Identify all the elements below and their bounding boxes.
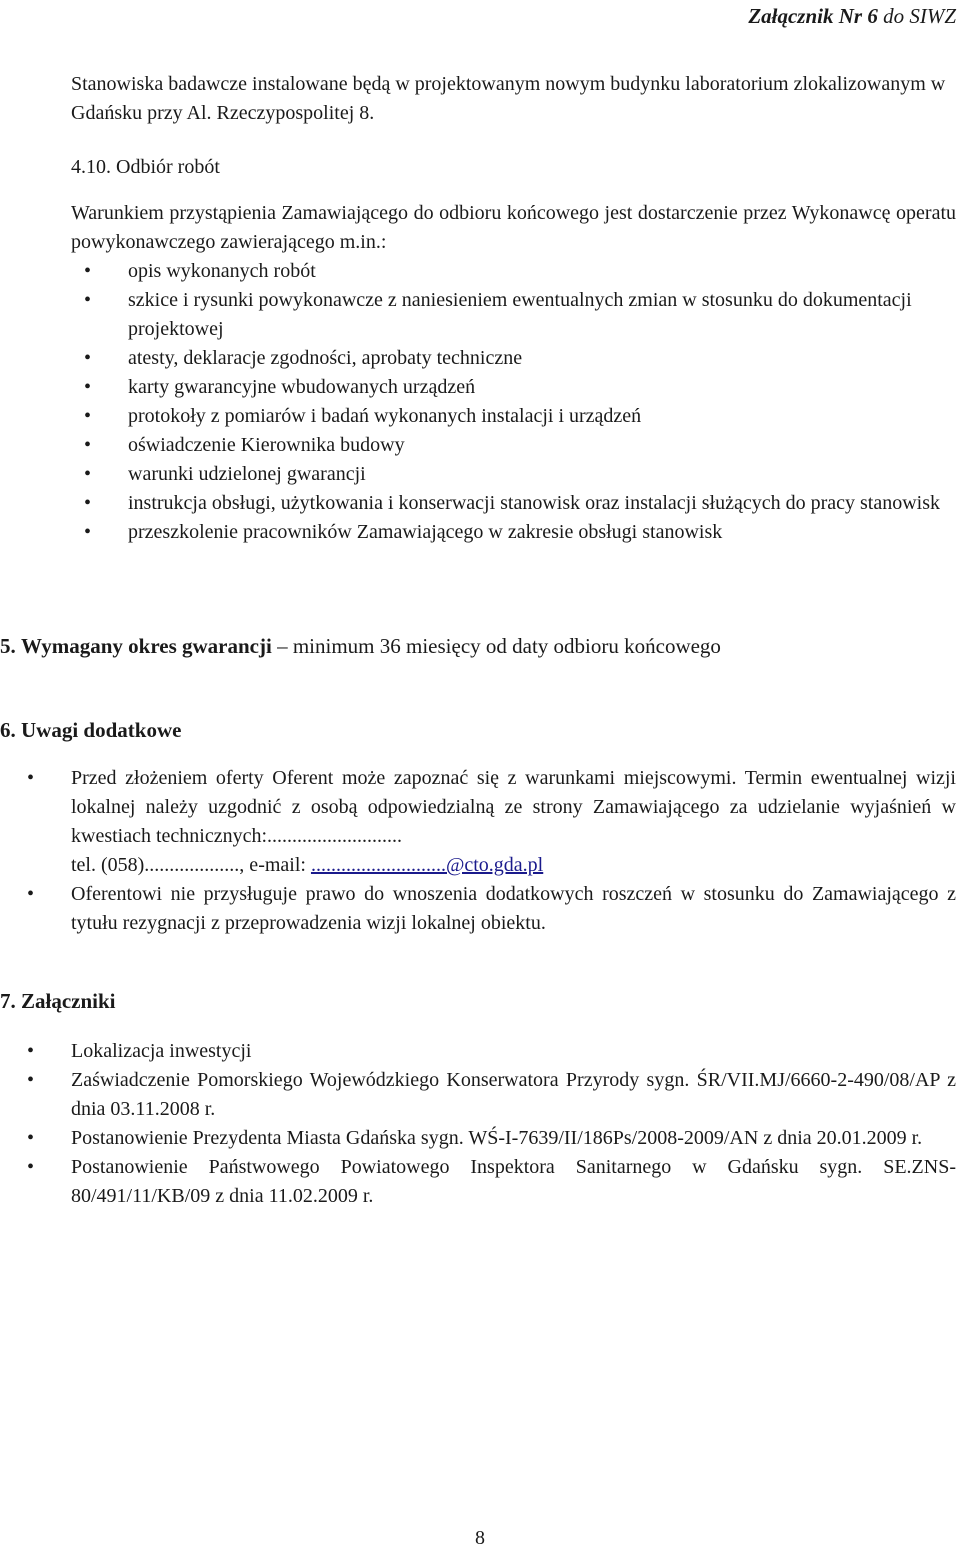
list-item: • Zaświadczenie Pomorskiego Wojewódzkiego Konserwatora Przyrody sygn. ŚR/VII.MJ/6660-2-490/08/AP z dnia 03.11.2008 r.: [71, 1066, 956, 1124]
list-item: • protokoły z pomiarów i badań wykonanych instalacji i urządzeń: [128, 402, 958, 431]
section-7-number: 7.: [0, 989, 16, 1013]
bullet-icon: •: [84, 376, 92, 398]
bullet-icon: •: [84, 405, 92, 427]
remark-text: Oferentowi nie przysługuje prawo do wnoszenia dodatkowych roszczeń w stosunku do Zamawiającego z tytułu rezygnacji z przeprowadzenia wizji lokalnej obiektu.: [71, 883, 956, 934]
page-header: [748, 4, 956, 29]
section-7-title: Załączniki: [21, 989, 116, 1013]
bullet-icon: •: [27, 1127, 35, 1149]
list-item: • instrukcja obsługi, użytkowania i konserwacji stanowisk oraz instalacji służących do pracy stanowisk: [128, 489, 958, 518]
list-item: [27, 880, 956, 938]
bullet-icon: •: [84, 434, 92, 456]
list-item: • opis wykonanych robót: [128, 257, 958, 286]
bullet-icon: •: [84, 347, 92, 369]
bullet-icon: •: [84, 260, 92, 282]
section-4-10-title: 4.10. Odbiór robót: [71, 156, 220, 178]
bullet-icon: •: [84, 463, 92, 485]
section-5-number: 5.: [0, 634, 16, 658]
section-6-title: Uwagi dodatkowe: [21, 718, 182, 742]
section-5-title: Wymagany okres gwarancji: [21, 634, 272, 658]
list-item: • przeszkolenie pracowników Zamawiającego w zakresie obsługi stanowisk: [128, 518, 958, 547]
bullet-icon: •: [27, 883, 35, 905]
page-number: 8: [475, 1527, 485, 1549]
list-item: • karty gwarancyjne wbudowanych urządzeń: [128, 373, 958, 402]
bullet-icon: •: [27, 1069, 35, 1091]
section-5-heading: [0, 632, 721, 661]
remark-text: Przed złożeniem oferty Oferent może zapoznać się z warunkami miejscowymi. Termin ewentualnej wizji lokalnej należy uzgodnić z osobą odpowiedzialną ze strony Zamawiającego za udzielanie wyjaśnień w kwestiach technicznych:...........................: [71, 767, 956, 847]
remark-contact: tel. (058)..................., e-mail: ...........................@cto.gda.pl: [71, 854, 544, 876]
list-item: • warunki udzielonej gwarancji: [128, 460, 958, 489]
list-item: • Lokalizacja inwestycji: [71, 1037, 956, 1066]
acceptance-list: [84, 257, 958, 547]
attachment-label: Załącznik Nr 6: [748, 4, 878, 28]
list-item: • oświadczenie Kierownika budowy: [128, 431, 958, 460]
bullet-icon: •: [84, 492, 92, 514]
section-6-heading: [0, 716, 181, 745]
bullet-icon: •: [84, 521, 92, 543]
intro-paragraph: Stanowiska badawcze instalowane będą w projektowanym nowym budynku laboratorium zlokalizowanym w Gdańsku przy Al. Rzeczypospolitej 8.: [71, 73, 946, 124]
acceptance-paragraph: Warunkiem przystąpienia Zamawiającego do odbioru końcowego jest dostarczenie przez Wykonawcę operatu powykonawczego zawierającego m.in.:: [71, 202, 956, 253]
section-7-heading: [0, 987, 116, 1016]
bullet-icon: •: [27, 767, 35, 789]
remarks-list: [27, 764, 956, 938]
section-6-number: 6.: [0, 718, 16, 742]
email-link[interactable]: ...........................@cto.gda.pl: [310, 854, 544, 876]
list-item: [27, 764, 956, 880]
bullet-icon: •: [84, 289, 92, 311]
bullet-icon: •: [27, 1156, 35, 1178]
section-5-text: – minimum 36 miesięcy od daty odbioru końcowego: [271, 634, 721, 658]
attachment-suffix: do SIWZ: [877, 4, 956, 28]
list-item: • atesty, deklaracje zgodności, aprobaty techniczne: [128, 344, 958, 373]
list-item: • Postanowienie Prezydenta Miasta Gdańska sygn. WŚ-I-7639/II/186Ps/2008-2009/AN z dnia 20.01.2009 r.: [71, 1124, 956, 1153]
list-item: • Postanowienie Państwowego Powiatowego Inspektora Sanitarnego w Gdańsku sygn. SE.ZNS-80/491/11/KB/09 z dnia 11.02.2009 r.: [71, 1153, 956, 1211]
bullet-icon: •: [27, 1040, 35, 1062]
list-item: • szkice i rysunki powykonawcze z naniesieniem ewentualnych zmian w stosunku do dokumentacji projektowej: [128, 286, 958, 344]
attachments-list: [27, 1037, 956, 1211]
